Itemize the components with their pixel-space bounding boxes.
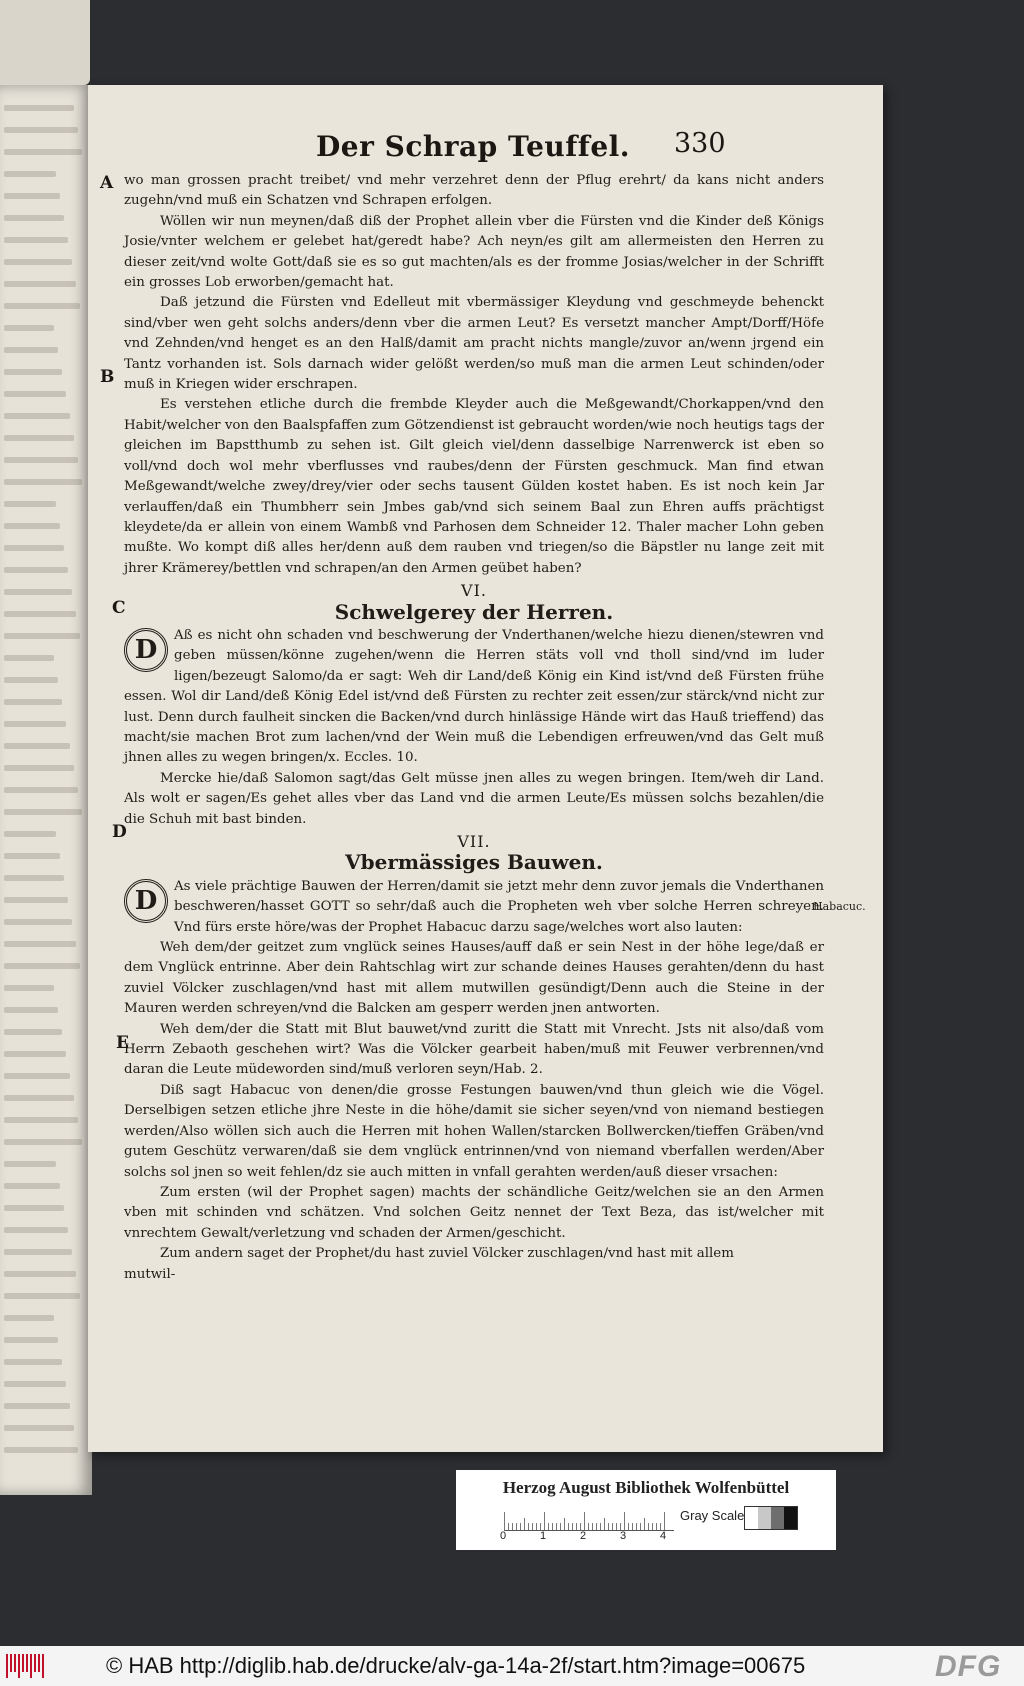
ghost-text-line (4, 457, 78, 463)
ruler-tick (640, 1523, 641, 1530)
ghost-text-line (4, 985, 54, 991)
ghost-text-line (4, 303, 80, 309)
gray-swatch (771, 1507, 784, 1529)
ruler-tick (512, 1523, 513, 1530)
ruler-tick (576, 1523, 577, 1530)
ghost-text-line (4, 1337, 58, 1343)
paragraph: D As viele prächtige Bauwen der Herren/damit sie jetzt mehr denn zuvor jemals die Vnderthanen beschweren/hasset GOTT so sehr/daß auch die Propheten weh vber solche Herren schreyen. Vnd fürs erste höre/was der Prophet Habacuc darzu sage/welches wort also lauten: (124, 877, 824, 938)
ghost-text-line (4, 1249, 72, 1255)
ghost-text-line (4, 1183, 60, 1189)
ghost-text-line (4, 171, 56, 177)
ruler-tick (592, 1523, 593, 1530)
ruler-tick (516, 1523, 517, 1530)
ruler-tick (584, 1512, 585, 1530)
ghost-text-line (4, 721, 66, 727)
ghost-text-line (4, 1447, 78, 1453)
barcode-bar (14, 1654, 16, 1672)
barcode-bar (26, 1654, 28, 1672)
ghost-text-line (4, 853, 60, 859)
barcode-bar (18, 1654, 20, 1678)
ruler-tick (552, 1523, 553, 1530)
ruler-tick (612, 1523, 613, 1530)
margin-letter-a: A (100, 173, 114, 193)
paragraph: wo man grossen pracht treibet/ vnd mehr verzehret denn der Pflug erehrt/ da kans nicht anders zugehn/vnd muß ein Schatzen vnd Schrapen erfolgen. (124, 173, 824, 209)
running-title: Der Schrap Teuffel. (316, 130, 631, 163)
ghost-text-line (4, 1117, 78, 1123)
hab-barcode-icon (6, 1654, 48, 1678)
ghost-text-line (4, 127, 78, 133)
ruler-tick (564, 1518, 565, 1530)
ghost-text-line (4, 611, 76, 617)
ruler-tick (548, 1523, 549, 1530)
barcode-bar (34, 1654, 36, 1672)
ruler-tick (524, 1518, 525, 1530)
ruler-tick (628, 1523, 629, 1530)
ghost-text-line (4, 1073, 70, 1079)
ruler-tick (580, 1523, 581, 1530)
ghost-text-line (4, 193, 60, 199)
ghost-text-line (4, 1139, 82, 1145)
ruler-number: 4 (660, 1530, 667, 1542)
ruler-tick (544, 1512, 545, 1530)
ghost-text-line (4, 919, 72, 925)
ghost-text-line (4, 479, 82, 485)
ruler-tick (560, 1523, 561, 1530)
ghost-text-line (4, 743, 70, 749)
ghost-text-line (4, 237, 68, 243)
ruler-tick (616, 1523, 617, 1530)
gray-swatch (784, 1507, 797, 1529)
section-number: VII. (457, 832, 491, 851)
ghost-text-line (4, 149, 82, 155)
footer-copyright-link[interactable]: © HAB http://diglib.hab.de/drucke/alv-ga-14a-2f/start.htm?image=00675 (106, 1653, 806, 1678)
body-text (124, 171, 824, 1285)
ghost-text-line (4, 1403, 70, 1409)
ruler-tick (596, 1523, 597, 1530)
marginal-note-habacuc: Habacuc. (813, 900, 866, 913)
ruler-tick (660, 1523, 661, 1530)
ghost-text-line (4, 567, 68, 573)
ghost-text-line (4, 765, 74, 771)
ghost-text-line (4, 259, 72, 265)
ghost-text-line (4, 655, 54, 661)
gray-swatch (745, 1507, 758, 1529)
ghost-text-line (4, 1007, 58, 1013)
ruler-tick (636, 1523, 637, 1530)
ghost-text-line (4, 435, 74, 441)
paragraph: Daß jetzund die Fürsten vnd Edelleut mit vbermässiger Kleydung vnd geschmeyde behenckt sind/vber wen geht solchs anders/denn vber die armen Leut? Es versetzt mancher Ampt/Dorff/Höfe vnd Zehnden/vnd henget es an den Halß/damit am pracht nichts mangle/zuvor an/wenn jrgend ein Tantz vorhanden ist. Sols darnach wider gelößt werden/so muß man die armen Leut schinden/oder muß in Kriegen wider erschrapen. (124, 295, 824, 393)
paragraph: Zum ersten (wil der Prophet sagen) machts der schändliche Geitz/welchen sie an den Armen vben mit schinden vnd schätzen. Vnd solchen Geitz nennet der Text Beza, das ist/welcher mit vnrechtem Gewalt/verletzung vnd schaden der Armen/geschicht. (124, 1184, 824, 1241)
ruler-tick (520, 1523, 521, 1530)
ghost-text-line (4, 1095, 74, 1101)
ghost-text-line (4, 1051, 66, 1057)
ghost-text-line (4, 1315, 54, 1321)
barcode-bar (42, 1654, 44, 1678)
margin-letter-d: D (112, 822, 127, 842)
ruler-tick (608, 1523, 609, 1530)
ghost-text-line (4, 1359, 62, 1365)
ruler-number: 0 (500, 1530, 507, 1542)
book-page (88, 85, 883, 1452)
ghost-text-line (4, 369, 62, 375)
ghost-text-line (4, 391, 66, 397)
decorated-initial: D (124, 879, 168, 923)
adjacent-page-edge (0, 0, 90, 85)
margin-letter-b: B (100, 367, 115, 387)
ghost-text-line (4, 325, 54, 331)
ruler-tick (600, 1523, 601, 1530)
ghost-text-line (4, 1029, 62, 1035)
ruler-tick (572, 1523, 573, 1530)
paragraph: Mercke hie/daß Salomon sagt/das Gelt müsse jnen alles zu wegen bringen. Item/weh dir Land. Als wolt er sagen/Es gehet alles vber das Land vnd die armen Leute/Es müssen solchs bezahlen/die die Schuh mit bast binden. (124, 770, 824, 827)
library-name: Herzog August Bibliothek Wolfenbüttel (502, 1478, 790, 1497)
ruler-tick (508, 1523, 509, 1530)
ruler-tick (536, 1523, 537, 1530)
ghost-text-line (4, 677, 58, 683)
ghost-text-line (4, 347, 58, 353)
scale-ruler (504, 1508, 674, 1531)
ruler-tick (656, 1523, 657, 1530)
ghost-text-line (4, 1227, 68, 1233)
ghost-text-line (4, 875, 64, 881)
section-heading: Schwelgerey der Herren. (334, 599, 614, 624)
ghost-text-line (4, 633, 80, 639)
ghost-text-line (4, 699, 62, 705)
paragraph: Weh dem/der die Statt mit Blut bauwet/vnd zuritt die Statt mit Vnrecht. Jsts nit also/daß vom Herrn Zebaoth geschehen wirt? Was die Völcker gearbeit haben/muß mit Feuwer verbrennen/vnd daran die Leute müdeworden sind/muß verloren seyn/Hab. 2. (124, 1021, 824, 1078)
barcode-bar (22, 1654, 24, 1672)
ghost-text-line (4, 281, 76, 287)
ghost-text-line (4, 1425, 74, 1431)
paragraph: Es verstehen etliche durch die frembde Kleyder auch die Meßgewandt/Chorkappen/vnd den Habit/welcher von den Baalspfaffen zum Götzendienst ist gebraucht worden/wie noch heutigs tags der gleichen im Bapstthumb zu sehen ist. Gilt gleich viel/denn dasselbige Narrenwerck ist eben so voll/vnd doch wol mehr vberflusses vnd raubes/denn der Fürsten geschmuck. Man find etwan Meßgewandt/welche zwey/drey/vier oder sechs tausent Gülden kostet haben. Es ist noch kein Jar verlauffen/daß ein Thumbherr sein Jmbes gab/vnd sich seinem Baal zun Ehren auffs prächtigst kleydete/da er allein von einem Wambß vnd Parhosen dem Schneider 12. Thaler macher Lohn geben mußte. Wo kompt diß alles her/denn auß dem rauben vnd triegen/so die Bäpstler nu lange zeit mit jhrer Krämerey/bettlen vnd schrapen/an den Armen geübet haben? (124, 397, 824, 576)
gray-scale-swatch (744, 1506, 798, 1530)
library-color-card (456, 1470, 836, 1550)
ruler-tick (604, 1518, 605, 1530)
ruler-tick (556, 1523, 557, 1530)
ruler-tick (540, 1523, 541, 1530)
ghost-text-line (4, 1381, 66, 1387)
footer-bar (0, 1646, 1024, 1686)
ghost-text-line (4, 545, 64, 551)
paragraph: Diß sagt Habacuc von denen/die grosse Festungen bauwen/vnd thun gleich wie die Vögel. Derselbigen setzen etliche jhre Neste in die höhe/damit sie sicher seyen/vnd von niemand bestiegen werden/Also wöllen sich auch die Herren mit hohen Wallen/starcken Bollwercken/tieffen Gräben/vnd gutem Geschütz verwaren/daß sie dem vnglück entrinnen/vnd von niemand vberfallen werden/Aber solchs sol jnen so weit fehlen/dz sie auch mitten in vnfall gerahten werden/auß dieser vrsachen: (124, 1082, 824, 1180)
dfg-logo: DFG (935, 1650, 1002, 1683)
decorated-initial: D (124, 628, 168, 672)
ruler-number: 1 (540, 1530, 547, 1542)
section-heading: Vbermässiges Bauwen. (345, 850, 603, 875)
page-header (88, 130, 883, 170)
ruler-tick (504, 1512, 505, 1530)
ghost-text-line (4, 1293, 80, 1299)
folio-number: 330 (674, 128, 726, 159)
ghost-text-line (4, 941, 76, 947)
ruler-tick (632, 1523, 633, 1530)
ruler-tick (528, 1523, 529, 1530)
ghost-text-line (4, 831, 56, 837)
paragraph: Wöllen wir nun meynen/daß diß der Prophet allein vber die Fürsten vnd die Kinder deß Königs Josie/vnter welchem er gelebet hat/geredt habe? Ach neyn/es gilt am allermeisten den Herren zu dieser zeit/vnd wolte Gott/daß sie es so gut machten/als es der fromme Josias/welcher in der Schrifft ein grosses Lob erworben/gemacht hat. (124, 213, 824, 291)
paragraph: Weh dem/der geitzet zum vnglück seines Hauses/auff daß er sein Nest in der höhe lege/daß er dem Vnglück entrinne. Aber dein Rahtschlag wirt zur schande deines Hauses gerahten/denn du hast zuviel Völcker zuschlagen/vnd hast mit allem mutwillen gesündigt/Denn auch die Steine in der Mauren werden schreyen/vnd die Balcken am gesperr werden jnen antworten. (124, 940, 824, 1017)
barcode-bar (38, 1654, 40, 1672)
section-number: VI. (461, 581, 487, 601)
barcode-bar (10, 1654, 12, 1672)
ghost-text-line (4, 963, 80, 969)
ruler-tick (664, 1512, 665, 1530)
ruler-tick (620, 1523, 621, 1530)
ruler-tick (648, 1523, 649, 1530)
ghost-text-line (4, 809, 82, 815)
ruler-tick (652, 1523, 653, 1530)
ghost-text-line (4, 1161, 56, 1167)
ghost-text-line (4, 105, 74, 111)
paragraph: D Aß es nicht ohn schaden vnd beschwerung der Vnderthanen/welche hiezu dienen/stewren vnd geben müssen/könne zugehen/wenn die Herren stäts voll vnd tholl sind/vnd im luder ligen/bezeugt Salomo/da er sagt: Weh dir Land/deß König ein Kind ist/vnd deß Fürsten frühe essen. Wol dir Land/deß König Edel ist/vnd deß Fürsten zu rechter zeit essen/zur stärck/vnd nicht zur lust. Denn durch faulheit sincken die Backen/vnd durch hinlässige Hände wirt das Hauß trieffend) das macht/sie machen Brot zum lachen/vnd der Wein muß die Lebendigen erfreuwen/vnd das Gelt muß jhnen alles zu wegen bringen/x. Eccles. 10. (124, 627, 824, 766)
ghost-text-line (4, 413, 70, 419)
ruler-number: 2 (580, 1530, 587, 1542)
ruler-number: 3 (620, 1530, 627, 1542)
paragraph: Zum andern saget der Prophet/du hast zuviel Völcker zuschlagen/vnd hast mit allem (160, 1246, 734, 1262)
ghost-text-line (4, 1271, 76, 1277)
ghost-text-line (4, 589, 72, 595)
margin-letter-e: E (116, 1033, 129, 1053)
ghost-text-line (4, 787, 78, 793)
ghost-text-line (4, 501, 56, 507)
ruler-tick (644, 1518, 645, 1530)
catchword: mutwil- (124, 1266, 176, 1282)
ghost-text-line (4, 1205, 64, 1211)
ruler-tick (532, 1523, 533, 1530)
margin-letter-c: C (112, 598, 126, 618)
ruler-tick (568, 1523, 569, 1530)
adjacent-page (0, 85, 92, 1495)
ghost-text-line (4, 215, 64, 221)
ruler-tick (624, 1512, 625, 1530)
ruler-tick (588, 1523, 589, 1530)
ghost-text-line (4, 897, 68, 903)
barcode-bar (6, 1654, 8, 1678)
gray-swatch (758, 1507, 771, 1529)
barcode-bar (30, 1654, 32, 1678)
gray-scale-label: Gray Scale (680, 1508, 745, 1523)
ghost-text-line (4, 523, 60, 529)
